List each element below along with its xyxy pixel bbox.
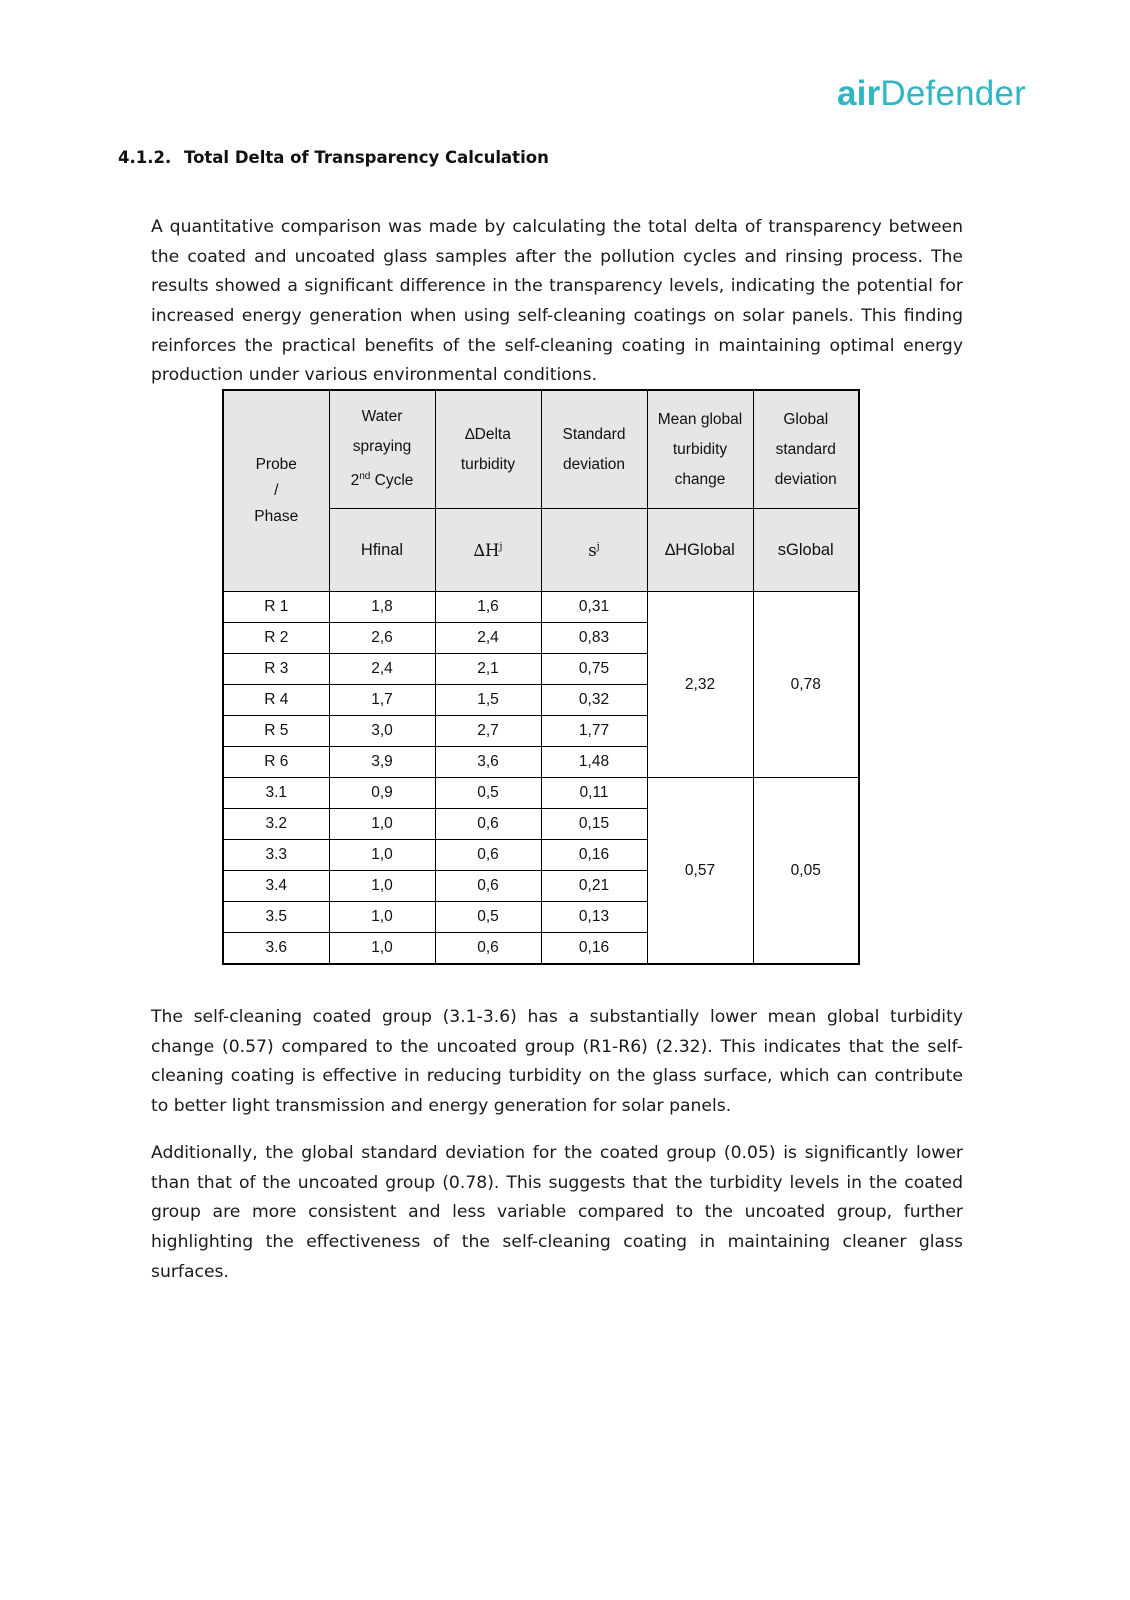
cell-probe: R 4	[223, 685, 329, 716]
header-global-std	[753, 390, 859, 509]
cell-probe: 3.1	[223, 778, 329, 809]
cell-delta: 0,6	[435, 871, 541, 902]
intro-paragraph: A quantitative comparison was made by calculating the total delta of transparency between the coated and uncoated glass samples after the pollution cycles and rinsing process. The results showed a significant difference in the transparency levels, indicating the potential for increased energy generation when using self-cleaning coatings on solar panels. This finding reinforces the practical benefits of the self-cleaning coating in maintaining optimal energy production under various environmental conditions.	[151, 217, 963, 386]
header-mean-global	[647, 390, 753, 509]
cell-water: 3,9	[329, 747, 435, 778]
header-gstd-l3: deviation	[774, 470, 837, 488]
cell-water: 1,0	[329, 809, 435, 840]
cell-mean-global-uncoated: 2,32	[647, 592, 753, 778]
cell-std: 0,75	[541, 654, 647, 685]
header-delta-l1: ∆Delta	[465, 425, 511, 443]
cell-water: 1,0	[329, 933, 435, 965]
symbol-s-base: s	[588, 540, 597, 560]
header-gstd-l2: standard	[775, 440, 836, 458]
logo-part-defender: Defender	[880, 74, 1026, 113]
header-mean-l3: change	[674, 470, 726, 488]
cell-probe: 3.6	[223, 933, 329, 965]
cell-delta: 2,4	[435, 623, 541, 654]
table-row	[223, 778, 859, 809]
cell-delta: 2,7	[435, 716, 541, 747]
cell-delta: 2,1	[435, 654, 541, 685]
header-probe-phase	[223, 390, 329, 592]
header-standard-deviation	[541, 390, 647, 509]
header-water-l2: spraying	[352, 438, 412, 456]
cell-probe: 3.2	[223, 809, 329, 840]
header-water-spraying	[329, 390, 435, 509]
header-gstd-l1: Global	[783, 410, 829, 428]
header-water-l3	[330, 462, 435, 496]
cell-std: 1,77	[541, 716, 647, 747]
logo-part-air: air	[836, 74, 881, 113]
cell-water: 1,0	[329, 902, 435, 933]
cell-delta: 0,5	[435, 902, 541, 933]
cell-probe: R 1	[223, 592, 329, 623]
header-probe-slash: /	[274, 482, 279, 499]
symbol-global-s: sGlobal	[753, 509, 859, 592]
result-paragraph-1: The self-cleaning coated group (3.1-3.6) has a substantially lower mean global turbidity change (0.57) compared to the uncoated group (R1-R6) (2.32). This indicates that the self-cleaning coating is effective in reducing turbidity on the glass surface, which can contribute to better light transmission and energy generation for solar panels.	[151, 1007, 963, 1116]
cell-probe: 3.3	[223, 840, 329, 871]
cell-global-std-coated: 0,05	[753, 778, 859, 965]
cell-std: 0,16	[541, 933, 647, 965]
cell-probe: R 2	[223, 623, 329, 654]
header-water-l3-cycle: Cycle	[370, 472, 414, 490]
symbol-hfinal: Hfinal	[329, 509, 435, 592]
header-mean-l2: turbidity	[672, 440, 728, 458]
header-mean-l1: Mean global	[657, 410, 743, 428]
cell-std: 0,83	[541, 623, 647, 654]
cell-delta: 0,6	[435, 933, 541, 965]
cell-std: 1,48	[541, 747, 647, 778]
section-number: 4.1.2.	[118, 148, 172, 167]
symbol-s-sup: j	[596, 541, 600, 552]
cell-std: 0,16	[541, 840, 647, 871]
symbol-global-h: ∆HGlobal	[647, 509, 753, 592]
cell-mean-global-coated: 0,57	[647, 778, 753, 965]
symbol-delta-h	[435, 509, 541, 592]
cell-std: 0,13	[541, 902, 647, 933]
cell-water: 1,0	[329, 840, 435, 871]
symbol-delta-h-sup: j	[499, 541, 503, 552]
header-delta-turbidity	[435, 390, 541, 509]
section-heading	[118, 148, 549, 167]
cell-delta: 1,6	[435, 592, 541, 623]
table-row	[223, 592, 859, 623]
cell-water: 1,8	[329, 592, 435, 623]
symbol-delta-h-base: ∆H	[473, 540, 500, 560]
symbol-s	[541, 509, 647, 592]
cell-delta: 3,6	[435, 747, 541, 778]
cell-probe: 3.4	[223, 871, 329, 902]
cell-global-std-uncoated: 0,78	[753, 592, 859, 778]
cell-std: 0,15	[541, 809, 647, 840]
cell-std: 0,21	[541, 871, 647, 902]
cell-water: 2,6	[329, 623, 435, 654]
cell-water: 2,4	[329, 654, 435, 685]
header-probe-text: Probe	[255, 456, 297, 473]
cell-delta: 0,5	[435, 778, 541, 809]
result-paragraph-2: Additionally, the global standard deviation for the coated group (0.05) is significantly lower than that of the uncoated group (0.78). This suggests that the turbidity levels in the coated group are more consistent and less variable compared to the uncoated group, further highlighting the effectiveness of the self-cleaning coating in maintaining cleaner glass surfaces.	[151, 1143, 963, 1282]
cell-probe: R 5	[223, 716, 329, 747]
cell-water: 3,0	[329, 716, 435, 747]
cell-delta: 1,5	[435, 685, 541, 716]
cell-probe: R 3	[223, 654, 329, 685]
cell-std: 0,32	[541, 685, 647, 716]
airdefender-logo	[837, 74, 1026, 114]
cell-probe: 3.5	[223, 902, 329, 933]
header-water-l3-sup: nd	[359, 471, 371, 483]
section-title: Total Delta of Transparency Calculation	[184, 148, 549, 167]
cell-water: 0,9	[329, 778, 435, 809]
header-water-l1: Water	[361, 408, 403, 426]
cell-delta: 0,6	[435, 809, 541, 840]
header-delta-l2: turbidity	[460, 455, 516, 473]
cell-std: 0,11	[541, 778, 647, 809]
header-std-l1: Standard	[562, 425, 626, 443]
header-phase-text: Phase	[254, 508, 299, 525]
cell-probe: R 6	[223, 747, 329, 778]
cell-water: 1,7	[329, 685, 435, 716]
header-water-l3-num: 2	[350, 472, 360, 490]
turbidity-table	[222, 389, 860, 965]
header-std-l2: deviation	[562, 455, 626, 473]
cell-water: 1,0	[329, 871, 435, 902]
cell-delta: 0,6	[435, 840, 541, 871]
cell-std: 0,31	[541, 592, 647, 623]
